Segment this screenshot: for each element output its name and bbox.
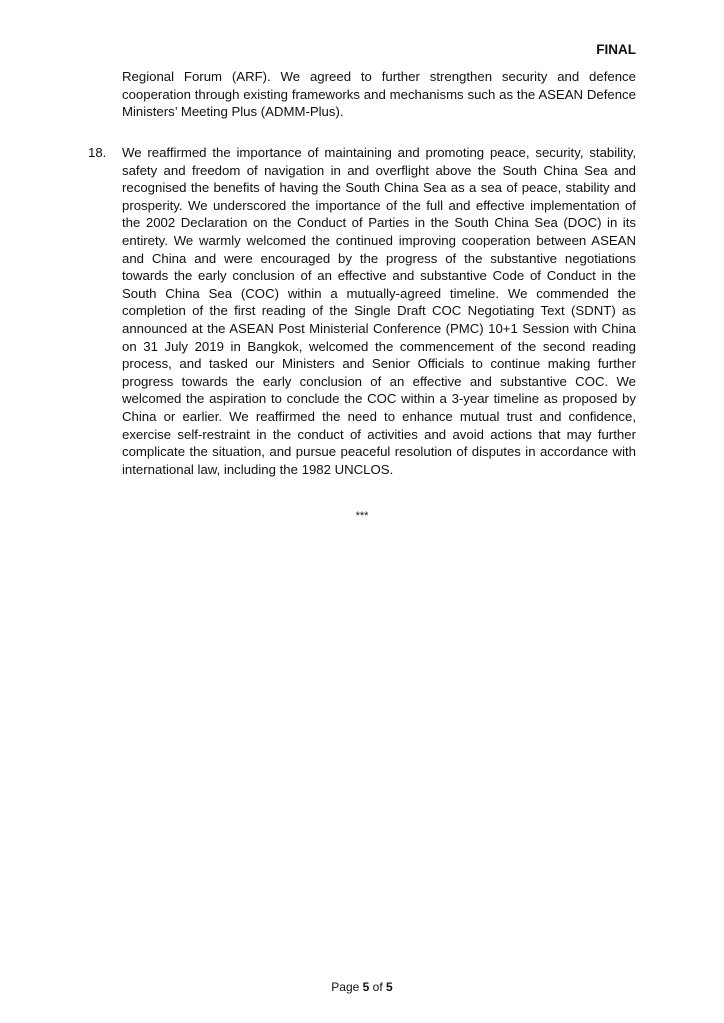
paragraph-number: 18.	[88, 145, 107, 160]
paragraph-18-text: We reaffirmed the importance of maintaining and promoting peace, security, stability, safety and freedom of navigation in and overflight above the South China Sea and recognised the benefits of having the South China Sea as a sea of peace, stability and prosperity. We underscored the importance of the full and effective implementation of the 2002 Declaration on the Conduct of Parties in the South China Sea (DOC) in its entirety. We warmly welcomed the continued improving cooperation between ASEAN and China and were encouraged by the progress of the substantive negotiations towards the early conclusion of an effective and substantive Code of Conduct in the South China Sea (COC) within a mutually-agreed timeline. We commended the completion of the first reading of the Single Draft COC Negotiating Text (SDNT) as announced at the ASEAN Post Ministerial Conference (PMC) 10+1 Session with China on 31 July 2019 in Bangkok, welcomed the commencement of the second reading process, and tasked our Ministers and Senior Officials to continue making further progress towards the early conclusion of an effective and substantive COC. We welcomed the aspiration to conclude the COC within a 3-year timeline as proposed by China or earlier. We reaffirmed the need to enhance mutual trust and confidence, exercise self-restraint in the conduct of activities and avoid actions that may further complicate the situation, and pursue peaceful resolution of disputes in accordance with international law, including the 1982 UNCLOS.	[122, 145, 636, 477]
current-page-number: 5	[362, 980, 370, 994]
section-separator: ***	[355, 510, 369, 522]
document-status-label: FINAL	[596, 42, 636, 57]
total-pages-number: 5	[386, 980, 393, 994]
continuation-paragraph: Regional Forum (ARF). We agreed to further strengthen security and defence cooperation through existing frameworks and mechanisms such as the ASEAN Defence Ministers’ Meeting Plus (ADMM-Plus).	[122, 69, 636, 120]
page-prefix: Page	[331, 980, 360, 994]
of-label: of	[372, 980, 383, 994]
page-footer	[0, 980, 724, 994]
